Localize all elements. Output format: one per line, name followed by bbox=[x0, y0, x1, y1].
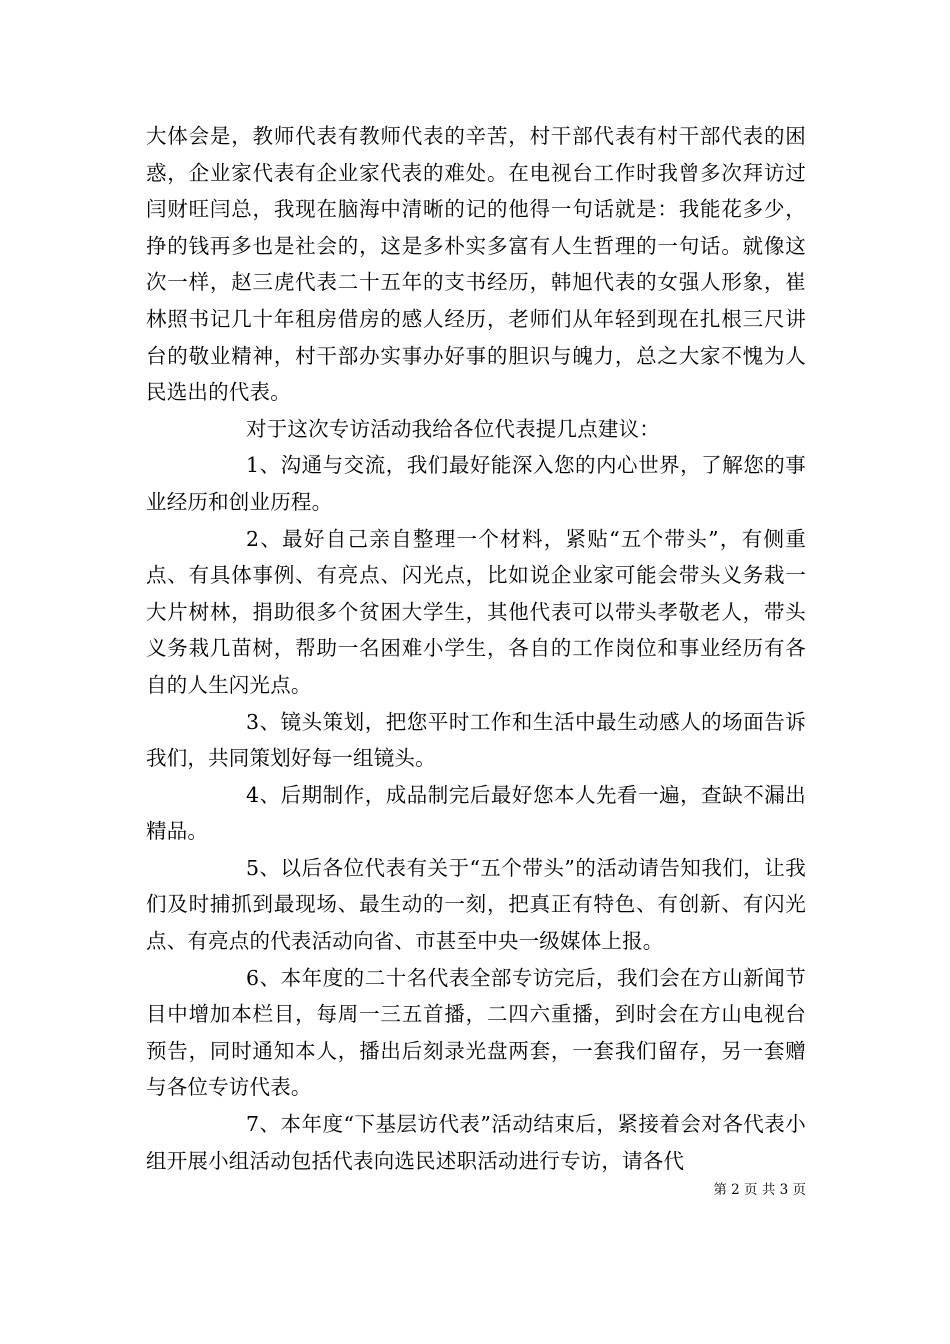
paragraph-continuation: 大体会是，教师代表有教师代表的辛苦，村干部代表有村干部代表的困惑，企业家代表有企业家代表的难处。在电视台工作时我曾多次拜访过闫财旺闫总，我现在脑海中清晰的记的他得一句话就是：我能花多少，挣的钱再多也是社会的，这是多朴实多富有人生哲理的一句话。就像这次一样，赵三虎代表二十五年的支书经历，韩旭代表的女强人形象，崔林照书记几十年租房借房的感人经历，老师们从年轻到现在扎根三尺讲台的敬业精神，村干部办实事办好事的胆识与魄力，总之大家不愧为人民选出的代表。 bbox=[146, 124, 806, 405]
page-number-footer: 第 2 页 共 3 页 bbox=[713, 1182, 806, 1198]
paragraph-suggestion-4: 4、后期制作，成品制完后最好您本人先看一遍，查缺不漏出精品。 bbox=[146, 782, 806, 844]
paragraph-suggestion-5: 5、以后各位代表有关于“五个带头”的活动请告知我们，让我们及时捕抓到最现场、最生动的一刻，把真正有特色、有创新、有闪光点、有亮点的代表活动向省、市甚至中央一级媒体上报。 bbox=[146, 855, 806, 954]
paragraph-suggestion-7: 7、本年度“下基层访代表”活动结束后，紧接着会对各代表小组开展小组活动包括代表向选民述职活动进行专访，请各代 bbox=[146, 1112, 806, 1173]
body-text bbox=[146, 118, 806, 1179]
paragraph-intro-suggestions: 对于这次专访活动我给各位代表提几点建议： bbox=[246, 416, 660, 441]
paragraph-suggestion-3: 3、镜头策划，把您平时工作和生活中最生动感人的场面告诉我们，共同策划好每一组镜头。 bbox=[146, 709, 806, 771]
paragraph-suggestion-1: 1、沟通与交流，我们最好能深入您的内心世界，了解您的事业经历和创业历程。 bbox=[146, 453, 806, 514]
paragraph-suggestion-6: 6、本年度的二十名代表全部专访完后，我们会在方山新闻节目中增加本栏目，每周一三五首播，二四六重播，到时会在方山电视台预告，同时通知本人，播出后刻录光盘两套，一套我们留存，另一套赠与各位专访代表。 bbox=[146, 965, 806, 1100]
paragraph-suggestion-2: 2、最好自己亲自整理一个材料，紧贴“五个带头”，有侧重点、有具体事例、有亮点、闪光点，比如说企业家可能会带头义务栽一大片树林，捐助很多个贫困大学生，其他代表可以带头孝敬老人，带头义务栽几苗树，帮助一名困难小学生，各自的工作岗位和事业经历有各自的人生闪光点。 bbox=[146, 526, 806, 697]
